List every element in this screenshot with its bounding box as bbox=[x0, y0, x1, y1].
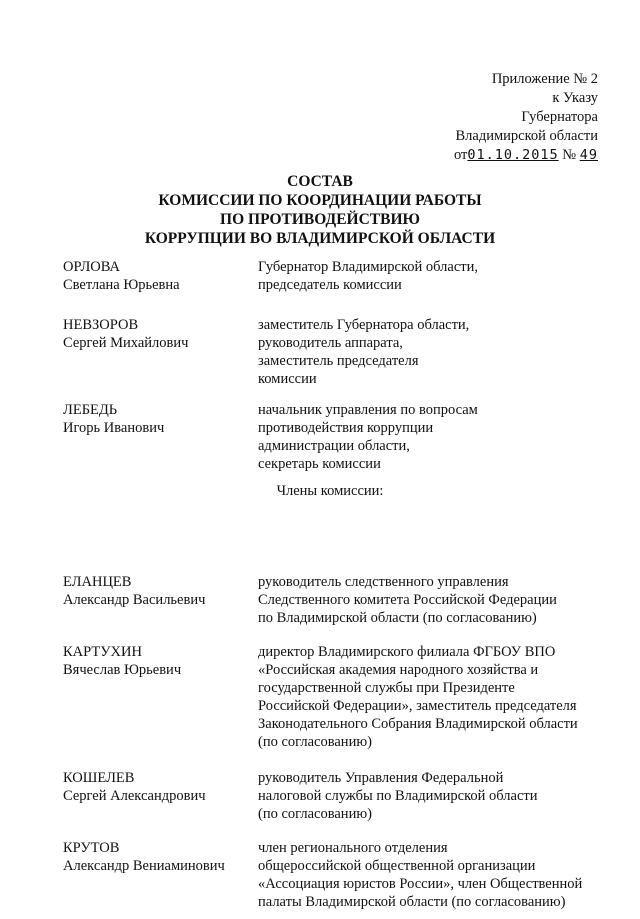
member-given-name: Игорь Иванович bbox=[63, 420, 165, 436]
member-entry bbox=[63, 643, 593, 769]
role-line: член регионального отделения bbox=[258, 840, 448, 856]
role-line: председатель комиссии bbox=[258, 277, 402, 293]
appendix-line: Владимирской области bbox=[455, 128, 598, 144]
member-surname: КОШЕЛЕВ bbox=[63, 770, 135, 786]
role-line: государственной службы при Президенте bbox=[258, 680, 515, 696]
member-surname: КАРТУХИН bbox=[63, 644, 142, 660]
commission-composition bbox=[63, 258, 593, 919]
member-entry bbox=[63, 839, 593, 919]
appendix-header bbox=[454, 70, 598, 165]
role-line: администрации области, bbox=[258, 438, 410, 454]
title-line: СОСТАВ bbox=[287, 173, 353, 190]
member-name bbox=[63, 258, 258, 316]
member-name bbox=[63, 401, 258, 521]
role-line: директор Владимирского филиала ФГБОУ ВПО bbox=[258, 644, 556, 660]
role-line: «Российская академия народного хозяйства и bbox=[258, 662, 539, 678]
member-entry bbox=[63, 769, 593, 839]
member-given-name: Вячеслав Юрьевич bbox=[63, 662, 182, 678]
member-role bbox=[258, 258, 593, 316]
role-line: общероссийской общественной организации bbox=[258, 858, 536, 874]
member-name bbox=[63, 839, 258, 919]
member-entry bbox=[63, 573, 593, 643]
member-name bbox=[63, 643, 258, 769]
title-line: КОРРУПЦИИ ВО ВЛАДИМИРСКОЙ ОБЛАСТИ bbox=[144, 230, 496, 247]
appendix-line: к Указу bbox=[552, 90, 598, 106]
role-line: налоговой службы по Владимирской области bbox=[258, 788, 538, 804]
order-date: 01.10.2015 bbox=[467, 147, 559, 163]
member-given-name: Александр Васильевич bbox=[63, 592, 206, 608]
role-line: палаты Владимирской области (по согласованию) bbox=[258, 894, 566, 910]
role-line: комиссии bbox=[258, 371, 317, 387]
title-line: КОМИССИИ ПО КООРДИНАЦИИ РАБОТЫ bbox=[158, 192, 482, 209]
member-surname: НЕВЗОРОВ bbox=[63, 317, 139, 333]
member-given-name: Сергей Михайлович bbox=[63, 335, 189, 351]
member-role bbox=[258, 316, 593, 401]
role-line: секретарь комиссии bbox=[258, 456, 381, 472]
member-role bbox=[258, 401, 593, 521]
role-line: противодействия коррупции bbox=[258, 420, 434, 436]
role-line: начальник управления по вопросам bbox=[258, 402, 478, 418]
role-line: (по согласованию) bbox=[258, 806, 372, 822]
role-line: Губернатор Владимирской области, bbox=[258, 259, 478, 275]
member-role bbox=[258, 769, 593, 839]
member-entry bbox=[63, 258, 593, 316]
member-surname: ЛЕБЕДЬ bbox=[63, 402, 118, 418]
role-line: по Владимирской области (по согласованию) bbox=[258, 610, 537, 626]
member-role bbox=[258, 573, 593, 643]
order-number: 49 bbox=[579, 147, 598, 163]
member-entry bbox=[63, 401, 593, 521]
order-reference bbox=[454, 146, 598, 165]
member-name bbox=[63, 573, 258, 643]
member-given-name: Светлана Юрьевна bbox=[63, 277, 180, 293]
role-line: руководитель Управления Федеральной bbox=[258, 770, 504, 786]
members-heading: Члены комиссии: bbox=[276, 483, 384, 499]
member-given-name: Сергей Александрович bbox=[63, 788, 206, 804]
appendix-line: Губернатора bbox=[521, 109, 598, 125]
appendix-line: Приложение № 2 bbox=[491, 71, 598, 87]
role-line: Законодательного Собрания Владимирской области bbox=[258, 716, 578, 732]
title-line: ПО ПРОТИВОДЕЙСТВИЮ bbox=[220, 211, 420, 228]
member-given-name: Александр Вениаминович bbox=[63, 858, 225, 874]
role-line: «Ассоциация юристов России», член Общественной bbox=[258, 876, 583, 892]
role-line: руководитель аппарата, bbox=[258, 335, 403, 351]
member-entry bbox=[63, 316, 593, 401]
order-prefix: от bbox=[453, 147, 468, 163]
role-line: (по согласованию) bbox=[258, 734, 372, 750]
role-line: руководитель следственного управления bbox=[258, 574, 509, 590]
role-line: заместитель Губернатора области, bbox=[258, 317, 470, 333]
member-surname: ЕЛАНЦЕВ bbox=[63, 574, 132, 590]
member-name bbox=[63, 769, 258, 839]
role-line: заместитель председателя bbox=[258, 353, 419, 369]
member-role bbox=[258, 643, 593, 769]
member-role bbox=[258, 839, 593, 919]
role-line: Следственного комитета Российской Федерации bbox=[258, 592, 557, 608]
member-surname: КРУТОВ bbox=[63, 840, 120, 856]
member-name bbox=[63, 316, 258, 401]
order-number-prefix: № bbox=[562, 147, 577, 163]
document-title bbox=[0, 172, 640, 248]
member-surname: ОРЛОВА bbox=[63, 259, 120, 275]
role-line: Российской Федерации», заместитель председателя bbox=[258, 698, 577, 714]
